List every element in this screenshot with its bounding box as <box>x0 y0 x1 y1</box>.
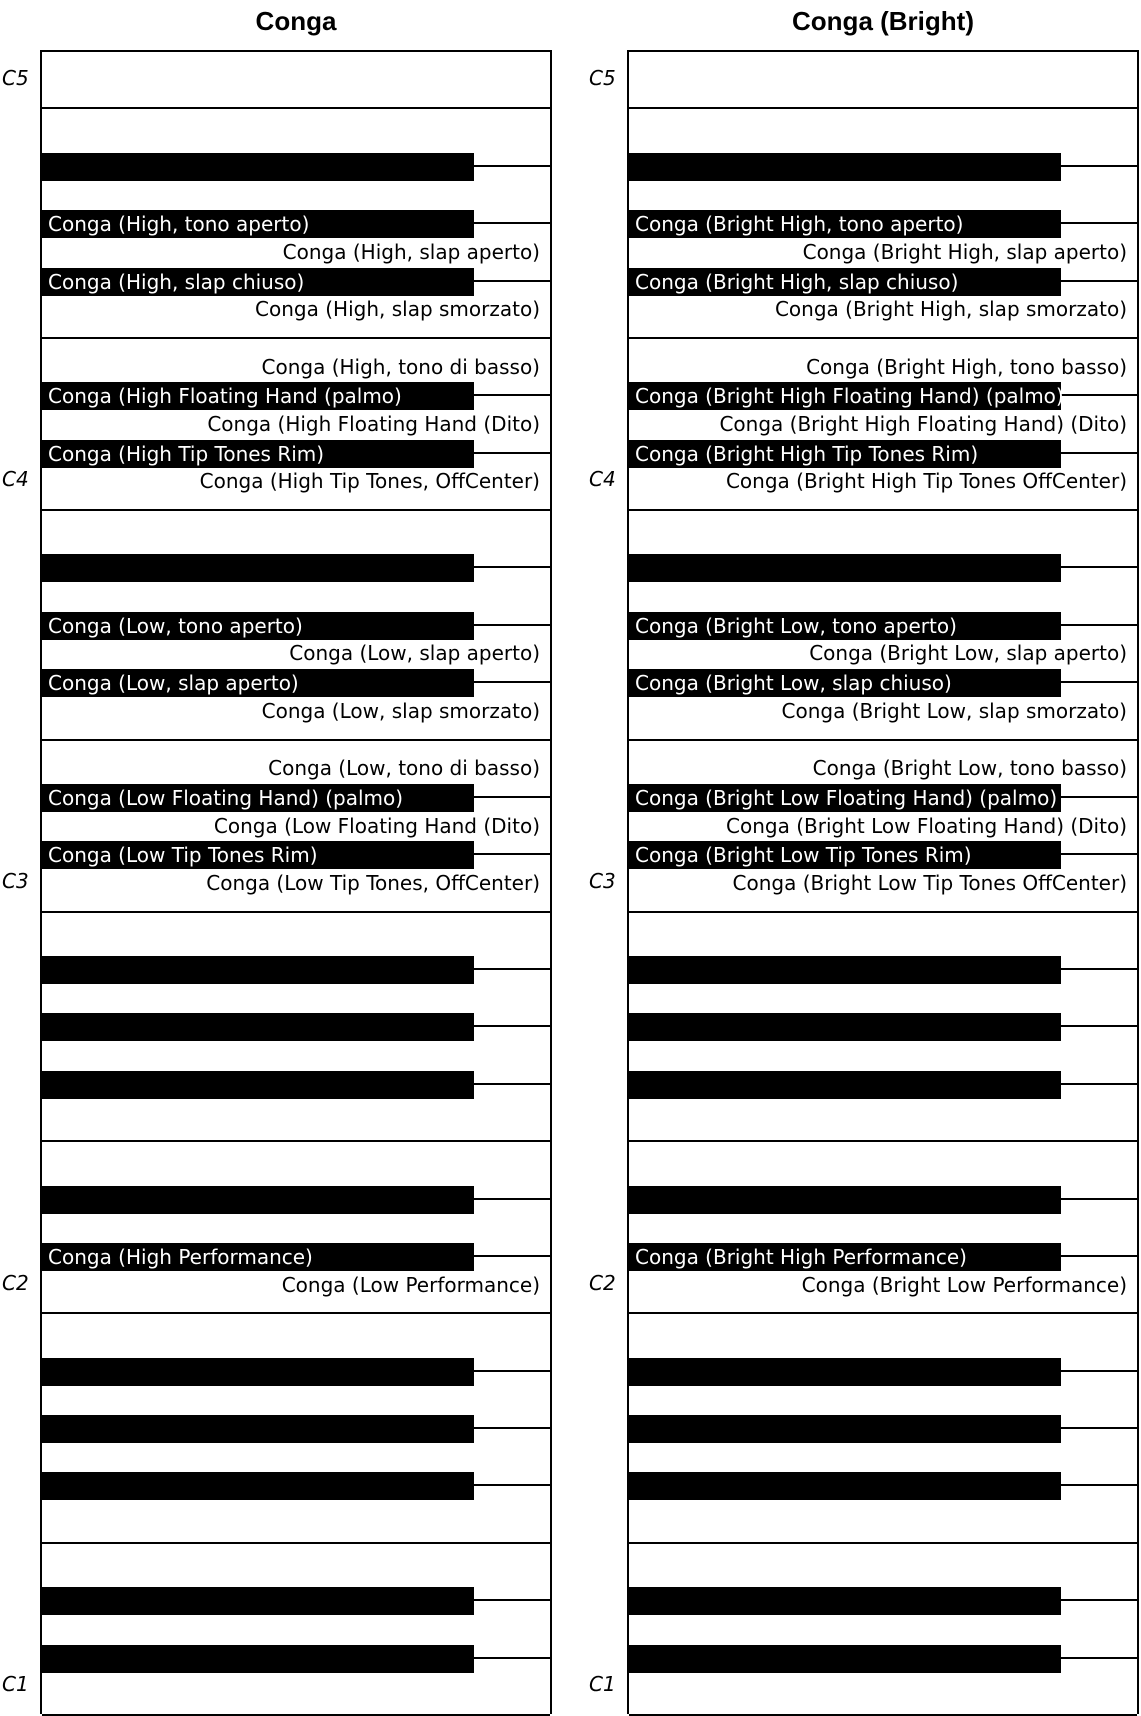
octave-label: C1 <box>2 1672 29 1697</box>
black-key-label: Conga (Bright Low Tip Tones Rim) <box>635 843 972 868</box>
black-key[interactable] <box>629 1472 1061 1500</box>
black-key-label: Conga (Bright High Floating Hand) (palmo) <box>635 384 1064 409</box>
conga-bright-panel <box>587 0 1141 1716</box>
black-key[interactable] <box>42 784 474 812</box>
octave-label: C4 <box>2 467 29 492</box>
black-key[interactable] <box>629 1358 1061 1386</box>
white-key-label: Conga (High Floating Hand (Dito) <box>207 411 540 436</box>
white-key-label: Conga (Bright Low Performance) <box>801 1272 1127 1297</box>
white-key[interactable] <box>629 52 1137 109</box>
white-key-label: Conga (High, slap aperto) <box>282 239 540 264</box>
white-key-label: Conga (Bright High Floating Hand) (Dito) <box>719 411 1127 436</box>
white-key-label: Conga (Low Floating Hand (Dito) <box>213 813 540 838</box>
black-key-label: Conga (Low Floating Hand) (palmo) <box>48 785 404 810</box>
white-key-label: Conga (Bright Low Tip Tones OffCenter) <box>732 870 1127 895</box>
black-key[interactable] <box>629 1243 1061 1271</box>
white-key-label: Conga (Low Performance) <box>281 1272 540 1297</box>
black-key[interactable] <box>42 1071 474 1099</box>
keyboard <box>40 50 552 1714</box>
black-key-label: Conga (Low Tip Tones Rim) <box>48 843 318 868</box>
black-key[interactable] <box>629 956 1061 984</box>
black-key-label: Conga (Bright Low, slap chiuso) <box>635 671 952 696</box>
black-key[interactable] <box>42 440 474 468</box>
black-key-label: Conga (Low, tono aperto) <box>48 613 303 638</box>
black-key-label: Conga (High, tono aperto) <box>48 212 310 237</box>
black-key[interactable] <box>42 153 474 181</box>
black-key[interactable] <box>629 1587 1061 1615</box>
black-key[interactable] <box>629 1071 1061 1099</box>
black-key[interactable] <box>629 1186 1061 1214</box>
black-key[interactable] <box>629 841 1061 869</box>
white-key-label: Conga (Bright Low, slap smorzato) <box>781 698 1127 723</box>
white-key[interactable] <box>42 52 550 109</box>
black-key[interactable] <box>42 1243 474 1271</box>
octave-label: C1 <box>589 1672 616 1697</box>
black-key[interactable] <box>42 1358 474 1386</box>
black-key[interactable] <box>42 669 474 697</box>
black-key[interactable] <box>629 554 1061 582</box>
black-key[interactable] <box>42 612 474 640</box>
black-key-label: Conga (High, slap chiuso) <box>48 269 305 294</box>
black-key[interactable] <box>42 210 474 238</box>
black-key[interactable] <box>629 153 1061 181</box>
white-key-label: Conga (Low, tono di basso) <box>268 756 540 781</box>
white-key-label: Conga (High, slap smorzato) <box>255 297 540 322</box>
black-key[interactable] <box>629 1415 1061 1443</box>
black-key[interactable] <box>42 554 474 582</box>
black-key-label: Conga (Bright Low, tono aperto) <box>635 613 957 638</box>
black-key[interactable] <box>42 1645 474 1673</box>
black-key[interactable] <box>42 841 474 869</box>
octave-label: C2 <box>589 1270 616 1295</box>
keyboard <box>627 50 1139 1714</box>
white-key-label: Conga (High, tono di basso) <box>261 354 540 379</box>
white-key-label: Conga (Bright High Tip Tones OffCenter) <box>725 469 1127 494</box>
octave-label: C2 <box>2 1270 29 1295</box>
white-key-label: Conga (Low, slap smorzato) <box>261 698 540 723</box>
octave-label: C3 <box>589 869 616 893</box>
black-key-label: Conga (High Tip Tones Rim) <box>48 441 325 466</box>
black-key[interactable] <box>42 956 474 984</box>
octave-label: C5 <box>2 65 29 90</box>
black-key[interactable] <box>42 1186 474 1214</box>
black-key-label: Conga (High Floating Hand (palmo) <box>48 384 402 409</box>
black-key[interactable] <box>42 382 474 410</box>
black-key-label: Conga (High Performance) <box>48 1244 313 1269</box>
white-key-label: Conga (Bright High, slap smorzato) <box>774 297 1127 322</box>
black-key-label: Conga (Bright High, tono aperto) <box>635 212 964 237</box>
white-key-label: Conga (Bright Low, slap aperto) <box>809 641 1127 666</box>
black-key[interactable] <box>629 669 1061 697</box>
black-key[interactable] <box>629 1645 1061 1673</box>
panel-title: Conga <box>255 6 337 36</box>
black-key[interactable] <box>629 1013 1061 1041</box>
white-key-label: Conga (High Tip Tones, OffCenter) <box>199 469 540 494</box>
white-key-label: Conga (Bright High, slap aperto) <box>802 239 1127 264</box>
black-key[interactable] <box>629 440 1061 468</box>
black-key-label: Conga (Bright High, slap chiuso) <box>635 269 959 294</box>
black-key-label: Conga (Bright High Performance) <box>635 1244 967 1269</box>
black-key[interactable] <box>42 268 474 296</box>
black-key-label: Conga (Low, slap aperto) <box>48 671 299 696</box>
panel-title: Conga (Bright) <box>792 6 974 36</box>
black-key-label: Conga (Bright High Tip Tones Rim) <box>635 441 979 466</box>
black-key-label: Conga (Bright Low Floating Hand) (palmo) <box>635 785 1058 810</box>
black-key[interactable] <box>42 1013 474 1041</box>
octave-label: C3 <box>2 869 29 893</box>
black-key[interactable] <box>42 1415 474 1443</box>
black-key[interactable] <box>629 612 1061 640</box>
black-key[interactable] <box>629 382 1064 410</box>
black-key[interactable] <box>629 784 1061 812</box>
conga-panel <box>0 0 560 1716</box>
black-key[interactable] <box>42 1472 474 1500</box>
black-key[interactable] <box>629 268 1061 296</box>
octave-label: C4 <box>589 467 616 492</box>
octave-label: C5 <box>589 65 616 90</box>
black-key[interactable] <box>629 210 1061 238</box>
white-key-label: Conga (Bright Low, tono basso) <box>812 756 1127 781</box>
white-key-label: Conga (Bright Low Floating Hand) (Dito) <box>726 813 1127 838</box>
white-key-label: Conga (Low, slap aperto) <box>289 641 540 666</box>
white-key-label: Conga (Bright High, tono basso) <box>806 354 1127 379</box>
white-key-label: Conga (Low Tip Tones, OffCenter) <box>206 870 540 895</box>
black-key[interactable] <box>42 1587 474 1615</box>
